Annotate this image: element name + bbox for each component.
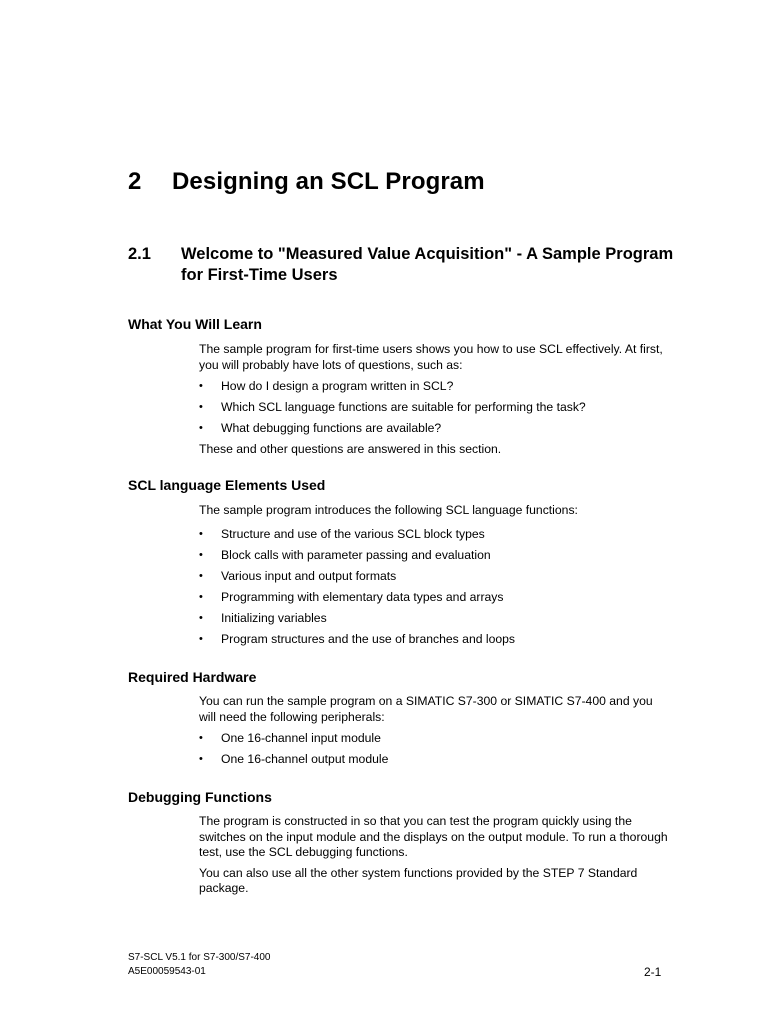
list-item: • One 16-channel input module: [199, 731, 669, 752]
required-hardware-heading: Required Hardware: [128, 669, 257, 685]
footer-order-number: A5E00059543-01: [128, 966, 206, 977]
debugging-functions-heading: Debugging Functions: [128, 789, 272, 805]
list-item: • One 16-channel output module: [199, 752, 669, 773]
section-title: Welcome to "Measured Value Acquisition" - A Sample Program for First-Time Users: [181, 245, 674, 284]
learn-outro: These and other questions are answered in this section.: [199, 442, 502, 456]
page-number: 2-1: [644, 965, 662, 979]
list-item: • Structure and use of the various SCL block types: [199, 527, 669, 548]
language-elements-body: [199, 503, 669, 653]
what-you-will-learn-heading: What You Will Learn: [128, 316, 262, 332]
language-elements-heading: SCL language Elements Used: [128, 477, 326, 493]
list-item: • Various input and output formats: [199, 569, 669, 590]
what-you-will-learn-body: [199, 342, 669, 458]
list-item: • Program structures and the use of branches and loops: [199, 632, 669, 653]
learn-intro: The sample program for first-time users shows you how to use SCL effectively. At first, you will probably have lots of questions, such as:: [199, 342, 663, 372]
footer-product: S7-SCL V5.1 for S7-300/S7-400: [128, 952, 271, 963]
list-item: • What debugging functions are available?: [199, 421, 669, 442]
elements-bullet-list: [199, 527, 669, 653]
chapter-number: 2: [128, 168, 142, 195]
list-item: • Which SCL language functions are suitable for performing the task?: [199, 400, 669, 421]
hardware-bullet-list: [199, 731, 669, 773]
debugging-paragraph-2: You can also use all the other system functions provided by the STEP 7 Standard package.: [199, 865, 638, 895]
list-item: • Initializing variables: [199, 611, 669, 632]
list-item: • Block calls with parameter passing and evaluation: [199, 548, 669, 569]
learn-bullet-list: [199, 379, 669, 442]
list-item: • Programming with elementary data types and arrays: [199, 590, 669, 611]
debugging-paragraph-1: The program is constructed in so that you can test the program quickly using the switches on the input module and the displays on the output module. To run a thorough test, use the SCL debugging functions.: [199, 814, 668, 859]
footer-document-info: [128, 951, 271, 979]
list-item: • How do I design a program written in SCL?: [199, 379, 669, 400]
chapter-title: Designing an SCL Program: [172, 168, 485, 195]
section-number: 2.1: [128, 245, 151, 263]
debugging-functions-body: [199, 814, 669, 897]
elements-intro: The sample program introduces the following SCL language functions:: [199, 503, 578, 517]
required-hardware-body: [199, 694, 669, 773]
hardware-intro: You can run the sample program on a SIMATIC S7-300 or SIMATIC S7-400 and you will need the following peripherals:: [199, 694, 653, 724]
